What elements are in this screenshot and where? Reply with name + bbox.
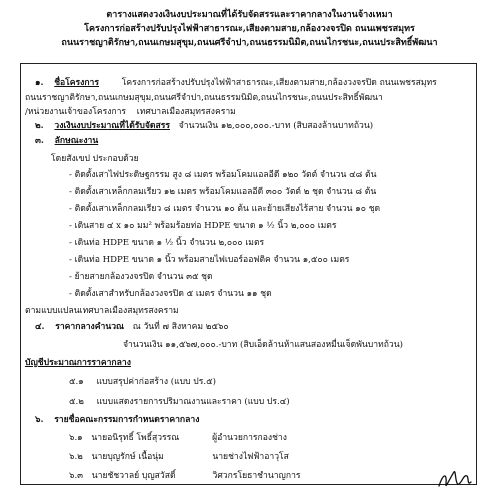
sec1-label: ชื่อโครงการ — [54, 78, 100, 88]
member-role: ผู้อำนวยการกองช่าง — [212, 433, 287, 443]
sec2-label: วงเงินงบประมาณที่ได้รับจัดสรร — [54, 121, 170, 131]
document-frame — [20, 63, 477, 485]
signature-icon — [437, 466, 473, 492]
sec3-footer: ตามแบบแปลนเทศบาลเมืองสมุทรสงคราม — [25, 306, 179, 316]
sec3-heading — [35, 136, 98, 147]
sec5-item-text: แบบสรุปค่าก่อสร้าง (แบบ ปร.๕) — [96, 377, 216, 387]
sec3-intro: โดยสังเขป ประกอบด้วย — [51, 154, 139, 164]
sec2-text: จำนวนเงิน ๑๒,๐๐๐,๐๐๐.-บาท (สิบสองล้านบาทถ้วน) — [178, 121, 374, 131]
member-name: นายบุญรักษ์ เนื้อนุ่ม — [91, 452, 164, 462]
doc-title-line1: ตารางแสดงวงเงินงบประมาณที่ได้รับจัดสรรและราคากลางในงานจ้างเหมา — [106, 10, 393, 20]
doc-title-line3: ถนนราชญาติรักษา,ถนนเกษมสุขุม,ถนนศรีจำปา,ถนนธรรมนิมิต,ถนนไกรชนะ,ถนนประสิทธิ์พัฒนา — [61, 38, 438, 48]
sec4-label: ราคากลางคำนวณ — [55, 322, 124, 332]
sec4-amount: จำนวนเงิน ๑๑,๕๖๗,๐๐๐.-บาท (สิบเอ็ดล้านห้าแสนสองหมื่นเจ็ดพันบาทถ้วน) — [123, 340, 403, 350]
sec1-agency-value: เทศบาลเมืองสมุทรสงคราม — [136, 107, 236, 117]
sec4-num: ๔. — [35, 322, 45, 332]
sec3-item: - เดินท่อ HDPE ขนาด ๑ นิ้ว พร้อมสายไฟเบอร์ออฟติค จำนวน ๑,๕๐๐ เมตร — [69, 255, 350, 265]
sec2-num: ๒. — [35, 121, 44, 131]
sec1-agency — [25, 107, 236, 118]
doc-title-line2: โครงการก่อสร้างปรับปรุงไฟฟ้าสาธารณะ,เสียงตามสาย,กล้องวงจรปิด ถนนเพชรสมุทร — [84, 24, 415, 34]
sec5-heading: บัญชีประมาณการราคากลาง — [25, 358, 131, 368]
sec3-item: - ติดตั้งเสาสำหรับกล้องวงจรปิด ๕ เมตร จำนวน ๑๑ ชุด — [69, 289, 272, 299]
sec6-num: ๖. — [35, 415, 44, 425]
sec1-heading — [35, 78, 437, 89]
sec6-heading — [35, 415, 199, 426]
sec3-label: ลักษณะงาน — [54, 136, 99, 146]
sec4-date: ณ วันที่ ๗ สิงหาคม ๒๕๖๐ — [132, 322, 229, 332]
sec6-label: รายชื่อคณะกรรมการกำหนดราคากลาง — [54, 415, 200, 425]
member-role: วิศวกรโยธาชำนาญการ — [212, 471, 301, 481]
member-name: นายชัชวาลย์ บุญสวัสดิ์ — [91, 471, 176, 481]
member-role: นายช่างไฟฟ้าอาวุโส — [212, 452, 289, 462]
sec4-heading — [35, 322, 229, 333]
sec1-text: โครงการก่อสร้างปรับปรุงไฟฟ้าสาธารณะ,เสียงตามสาย,กล้องวงจรปิด ถนนเพชรสมุทร — [121, 78, 437, 88]
sec5-item — [69, 377, 216, 388]
member-name: นายอนิรุทธิ์ โพธิ์สุวรรณ — [91, 433, 180, 443]
sec2-line — [35, 121, 373, 132]
sec3-num: ๓. — [35, 136, 44, 146]
sec1-agency-label: /หน่วยงานเจ้าของโครงการ — [25, 107, 127, 117]
committee-member — [69, 452, 289, 463]
committee-member — [69, 471, 301, 482]
member-num: ๖.๓ — [69, 471, 84, 481]
sec3-item: - ติดตั้งเสาเหล็กกลมเรียว ๑๒ เมตร พร้อมโคมแอลอีดี ๓๐๐ วัตต์ ๒ ชุด จำนวน ๘ ต้น — [69, 187, 377, 197]
sec5-item-text: แบบแสดงรายการปริมาณงานและราคา (แบบ ปร.๔) — [96, 397, 290, 407]
member-num: ๖.๒ — [69, 452, 83, 462]
committee-member — [69, 433, 287, 444]
sec3-item: - ติดตั้งเสาไฟประดิษฐกรรม สูง ๘ เมตร พร้อมโคมแอลอีดี ๑๒๐ วัตต์ จำนวน ๔๘ ต้น — [69, 170, 377, 180]
sec3-item: - เดินท่อ HDPE ขนาด ๑ ½ นิ้ว จำนวน ๒,๐๐๐ เมตร — [69, 238, 265, 248]
sec3-item: - ติดตั้งเสาเหล็กกลมเรียว ๘ เมตร จำนวน ๑๐ ต้น และย้ายเสียงไร้สาย จำนวน ๑๐ ชุด — [69, 204, 381, 214]
sec3-item: - เดินสาย ๔ x ๑๐ มม² พร้อมร้อยท่อ HDPE ขนาด ๑ ½ นิ้ว ๒,๐๐๐ เมตร — [69, 221, 337, 231]
sec1-cont: ถนนราชญาติรักษา,ถนนเกษมสุขุม,ถนนศรีจำปา,ถนนธรรมนิมิต,ถนนไกรชนะ,ถนนประสิทธิ์พัฒนา — [25, 93, 383, 103]
sec5-item-num: ๕.๑ — [69, 377, 84, 387]
sec5-item-num: ๕.๒ — [69, 397, 84, 407]
sec5-item — [69, 397, 290, 408]
sec1-num: ๑. — [35, 78, 44, 88]
member-num: ๖.๑ — [69, 433, 83, 443]
sec3-item: - ย้ายสายกล้องวงจรปิด จำนวน ๓๕ ชุด — [69, 272, 213, 282]
